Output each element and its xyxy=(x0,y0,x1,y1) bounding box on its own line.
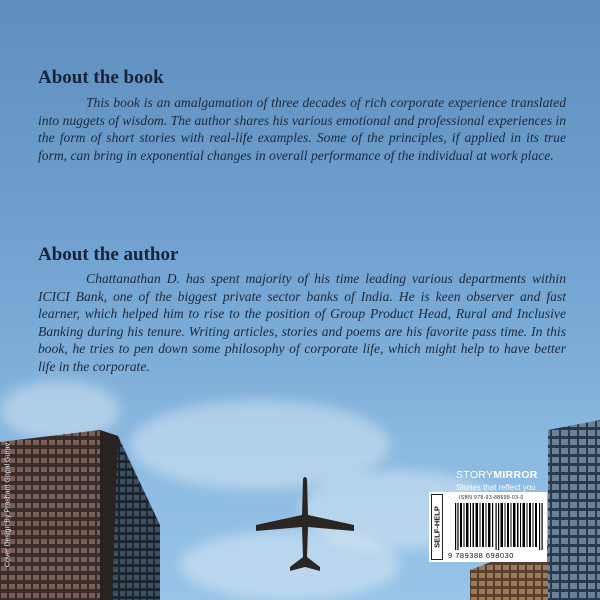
barcode-number: 9 789388 698030 xyxy=(448,551,514,560)
airplane-silhouette xyxy=(250,475,360,585)
isbn-label: ISBN 978-93-88698-03-0 xyxy=(459,495,524,501)
publisher-tagline: Stories that reflect you xyxy=(456,483,536,492)
barcode-icon xyxy=(455,503,543,550)
cover-design-credit-text: Cover Design By Prashant Gopal Gurav xyxy=(4,442,12,568)
about-book-text: This book is an amalgamation of three decades of rich corporate experience translated into nuggets of wisdom. The author shares his various emotional and professional experiences in the form of short stories with real-life examples. Some of the principles, if applied in its true form, can bring in exponential changes in overall performance of the individual at work place. xyxy=(38,95,566,163)
about-book-heading: About the book xyxy=(38,67,164,88)
publisher-logo xyxy=(456,469,538,481)
about-author-heading: About the author xyxy=(38,244,179,265)
genre-label xyxy=(431,494,443,560)
about-author-text: Chattanathan D. has spent majority of his time leading various departments within ICICI Bank, one of the biggest private sector banks of India. He is keen observer and fast learner, which helped him to rise to the position of Group Product Head, Rural and Inclusive Banking during his tenure. Writing articles, stories and poems are his favorite pass time. In this book, he tries to pen down some philosophy of corporate life, which might help to have better life in the corporate. xyxy=(38,271,566,374)
publisher-logo-part2: MIRROR xyxy=(493,469,538,481)
cover-design-credit xyxy=(1,440,15,570)
publisher-logo-part1: STORY xyxy=(456,469,494,481)
genre-text: SELF-HELP xyxy=(432,506,442,548)
skyscraper-left xyxy=(0,430,165,600)
